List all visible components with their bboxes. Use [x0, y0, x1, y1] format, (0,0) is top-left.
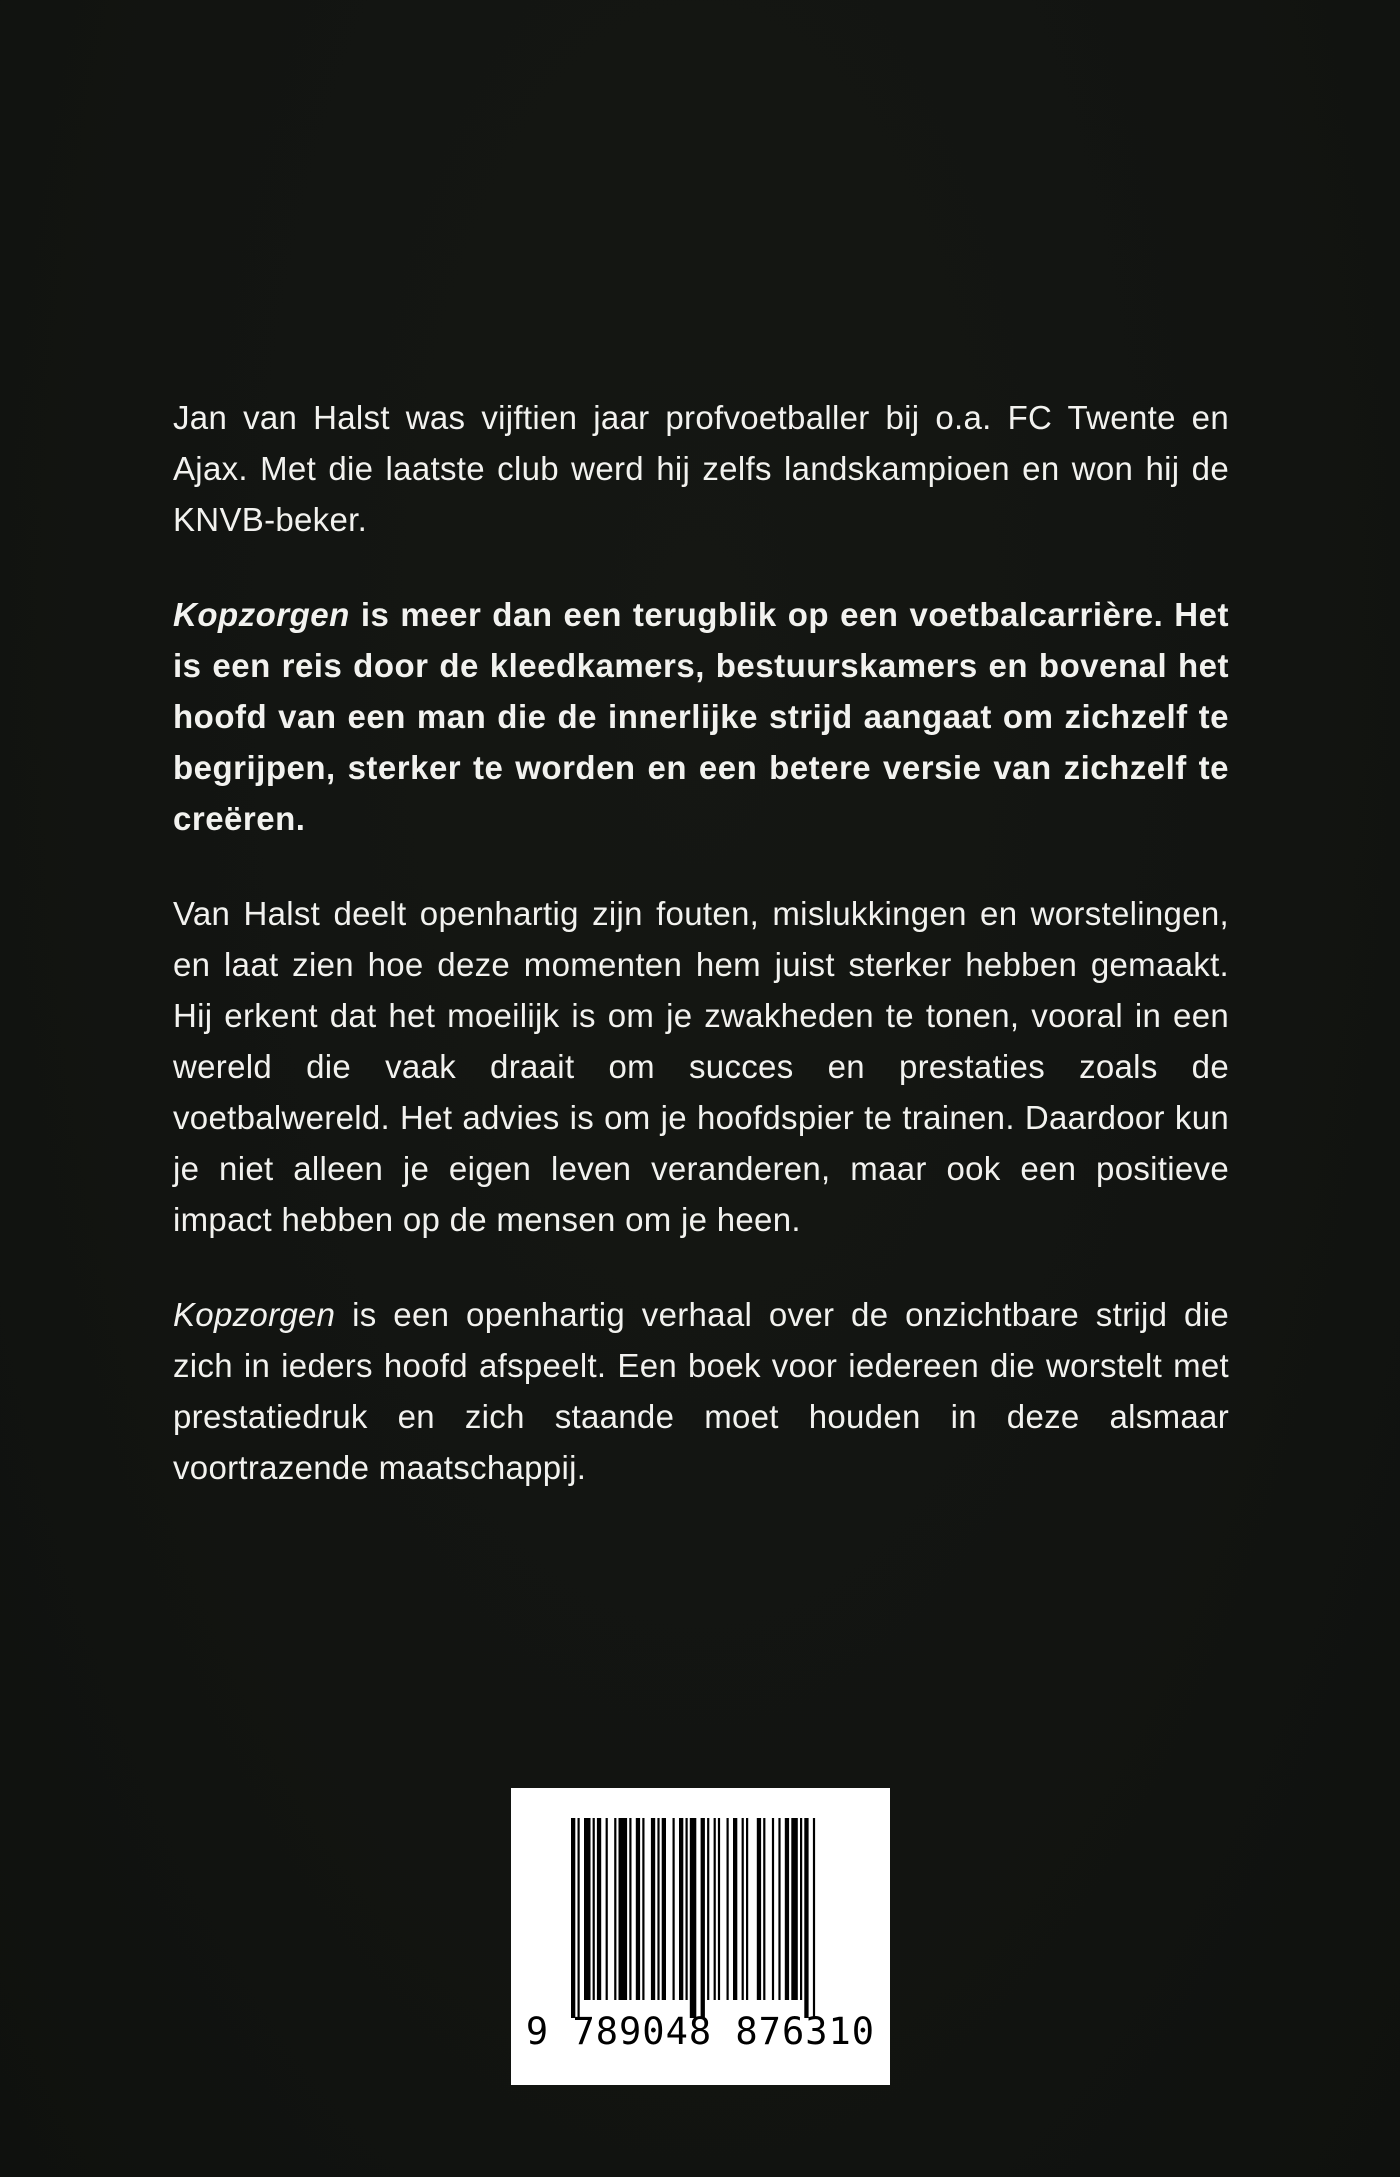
- barcode-bar: [629, 1818, 631, 2000]
- barcode-bar: [804, 1818, 808, 2018]
- barcode-bar: [597, 1818, 601, 2000]
- barcode-bar: [584, 1818, 591, 2000]
- barcode-bar: [636, 1818, 640, 2000]
- barcode-bar: [800, 1818, 802, 2000]
- barcode-bar: [742, 1818, 744, 2000]
- barcode-bar: [763, 1818, 765, 2000]
- barcode-bar: [657, 1818, 659, 2000]
- book-title: Kopzorgen: [173, 596, 350, 633]
- paragraph-text: is een openhartig verhaal over de onzichtbare strijd die zich in ieders hoofd afspeelt. Een boek voor iedereen die worstelt met prestatiedruk en zich staande moet houden in deze alsmaar voortrazende maatschappij.: [173, 1296, 1229, 1486]
- barcode-bar: [690, 1818, 697, 2018]
- barcode-bar: [571, 1818, 575, 2018]
- barcode-bar: [701, 1818, 705, 2018]
- isbn-barcode: [511, 1788, 890, 2085]
- barcode-bar: [757, 1818, 761, 2000]
- book-title: Kopzorgen: [173, 1296, 336, 1333]
- author-bio-paragraph: [173, 392, 1229, 545]
- barcode-bar: [593, 1818, 595, 2000]
- barcode-bar: [651, 1818, 655, 2000]
- barcode-bar: [718, 1818, 720, 2000]
- tagline-paragraph: [173, 589, 1229, 844]
- barcode-bar: [578, 1818, 580, 2018]
- barcode-bar: [614, 1818, 616, 2000]
- barcode-bar: [619, 1818, 628, 2000]
- barcode-bar: [714, 1818, 716, 2000]
- paragraph-text: is meer dan een terugblik op een voetbalcarrière. Het is een reis door de kleedkamers, bestuurskamers en bovenal het hoofd van een man die de innerlijke strijd aangaat om zichzelf te begrijpen, sterker te worden en een betere versie van zichzelf te creëren.: [173, 596, 1229, 837]
- closing-paragraph: [173, 1289, 1229, 1493]
- barcode-bar: [791, 1818, 798, 2000]
- barcode-bar: [686, 1818, 688, 2000]
- barcode-bar: [733, 1818, 737, 2000]
- paragraph-text: Van Halst deelt openhartig zijn fouten, mislukkingen en worstelingen, en laat zien hoe deze momenten hem juist sterker hebben gemaakt. Hij erkent dat het moeilijk is om je zwakheden te tonen, vooral in een wereld die vaak draait om succes en prestaties zoals de voetbalwereld. Het advies is om je hoofdspier te trainen. Daardoor kun je niet alleen je eigen leven veranderen, maar ook een positieve impact hebben op de mensen om je heen.: [173, 895, 1229, 1238]
- barcode-bar: [707, 1818, 709, 2000]
- paragraph-text: Jan van Halst was vijftien jaar profvoetballer bij o.a. FC Twente en Ajax. Met die laatste club werd hij zelfs landskampioen en won hij de KNVB-beker.: [173, 399, 1229, 538]
- barcode-bar: [679, 1818, 683, 2000]
- barcode-bar: [785, 1818, 789, 2000]
- barcode-bar: [772, 1818, 774, 2000]
- isbn-number: 9 789048 876310: [525, 2010, 876, 2053]
- barcode-bar: [662, 1818, 666, 2000]
- barcode-bar: [727, 1818, 729, 2000]
- barcode-bar: [673, 1818, 675, 2000]
- barcode-bar: [642, 1818, 644, 2000]
- description-paragraph: [173, 888, 1229, 1245]
- blurb-text: [173, 392, 1229, 1537]
- barcode-bar: [778, 1818, 780, 2000]
- barcode-bar: [813, 1818, 815, 2018]
- barcode-bar: [746, 1818, 748, 2000]
- barcode-bar: [606, 1818, 608, 2000]
